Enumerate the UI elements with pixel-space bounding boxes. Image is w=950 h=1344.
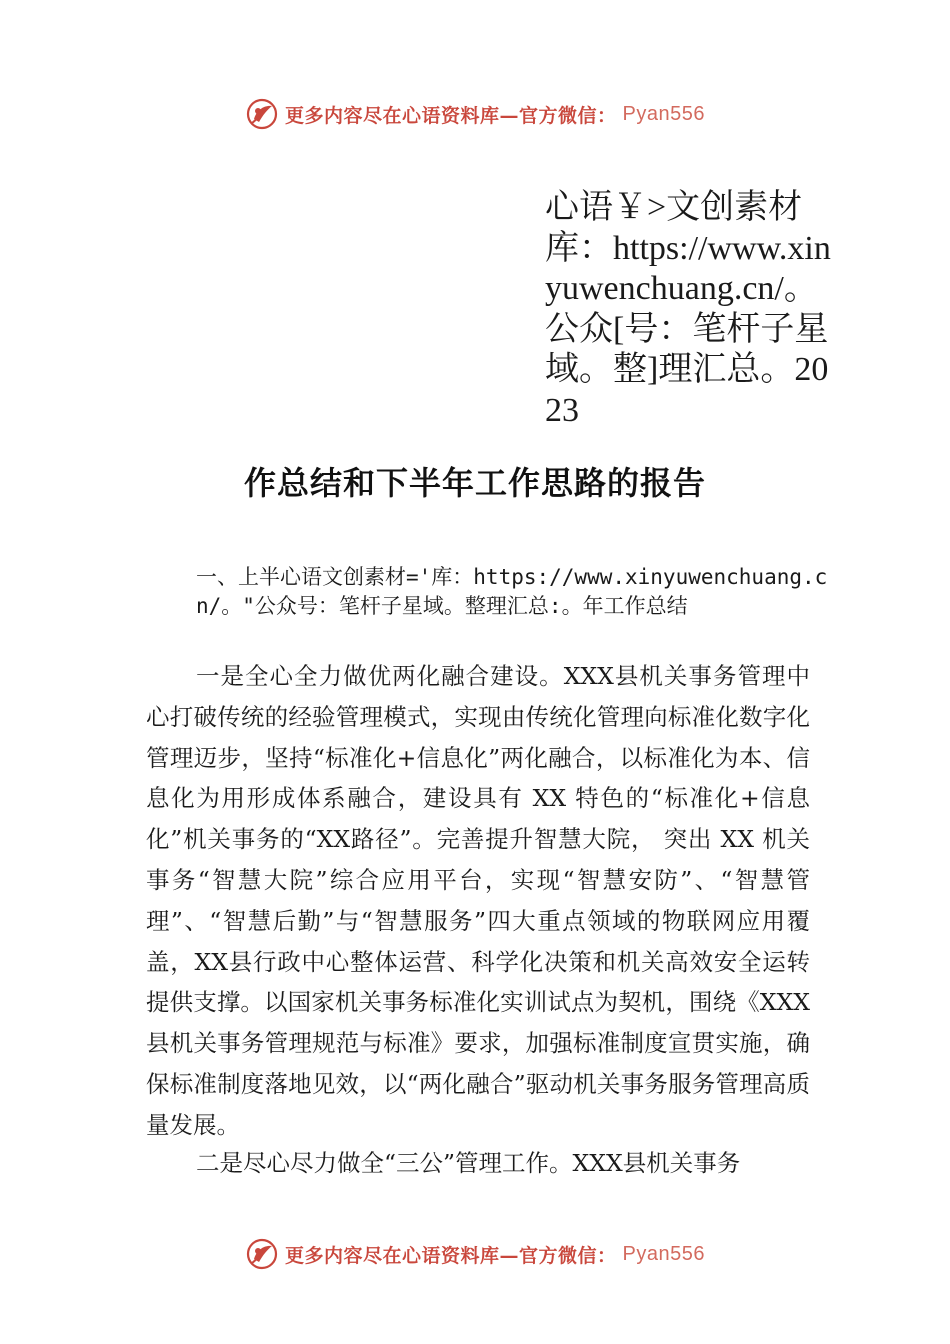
banner-text: 更多内容尽在心语资料库—官方微信： bbox=[285, 104, 617, 127]
footer-banner bbox=[0, 1232, 950, 1276]
header-banner bbox=[0, 92, 950, 136]
flower-brush-logo-icon bbox=[245, 97, 279, 131]
banner-wechat-id: Pyan556 bbox=[622, 102, 705, 125]
flower-brush-logo-icon bbox=[245, 1237, 279, 1271]
document-title: 作总结和下半年工作思路的报告 bbox=[243, 464, 706, 502]
promo-watermark-text: 心语￥>文创素材库：https://www.xinyuwenchuang.cn/。公众[号：笔杆子星域。整]理汇总。2023 bbox=[545, 189, 831, 429]
body-paragraph-2: 二是尽心尽力做全“三公”管理工作。XXX县机关事务 bbox=[196, 1149, 741, 1177]
footer-banner-wechat-id: Pyan556 bbox=[622, 1242, 705, 1265]
section-heading: 一、上半心语文创素材='库：https://www.xinyuwenchuang.cn/。"公众号：笔杆子星域。整理汇总:。年工作总结 bbox=[196, 565, 828, 618]
body-paragraph-1: 一是全心全力做优两化融合建设。XXX县机关事务管理中心打破传统的经验管理模式，实现由传统化管理向标准化数字化管理迈步，坚持“标准化+信息化”两化融合，以标准化为本、信息化为用形成体系融合，建设具有 XX 特色的“标准化+信息化”机关事务的“XX路径”。完善提升智慧大院， 突出 XX 机关事务“智慧大院”综合应用平台，实现“智慧安防”、“智慧管理”、“智慧后勤”与“智慧服务”四大重点领域的物联网应用覆盖，XX县行政中心整体运营、科学化决策和机关高效安全运转提供支撑。以国家机关事务标准化实训试点为契机，围绕《XXX县机关事务管理规范与标准》要求，加强标准制度宣贯实施，确保标准制度落地见效，以“两化融合”驱动机关事务服务管理高质量发展。 bbox=[146, 662, 810, 1139]
footer-banner-text: 更多内容尽在心语资料库—官方微信： bbox=[285, 1244, 617, 1267]
